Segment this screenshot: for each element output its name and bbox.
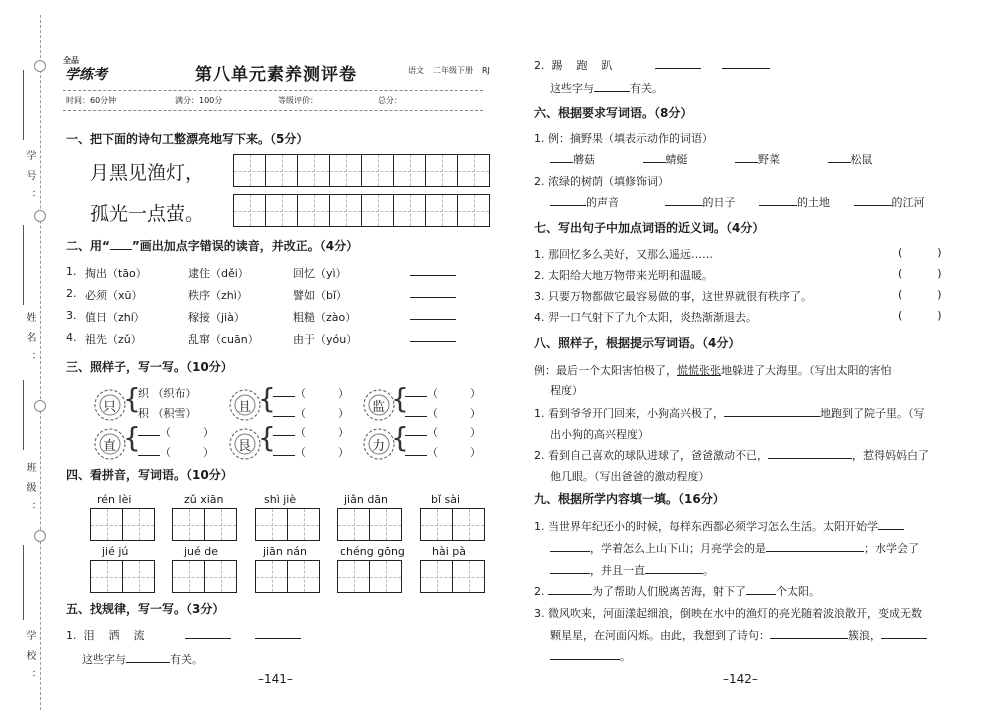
name-line bbox=[23, 225, 24, 305]
pattern-q2-line2: 这些字与 有关。 bbox=[550, 82, 663, 95]
fill-q3-line3: 。 bbox=[550, 648, 631, 664]
header-rule bbox=[63, 90, 483, 91]
correction-blank[interactable] bbox=[410, 287, 456, 298]
char-blank[interactable]: （ ） bbox=[138, 424, 214, 440]
pinyin-grid[interactable] bbox=[172, 560, 237, 593]
class-line bbox=[23, 380, 24, 450]
fill-q2: 2. 为了帮助人们脱离苦海，射下了 个太阳。 bbox=[534, 585, 820, 598]
correction-blank[interactable] bbox=[410, 331, 456, 342]
flower-icon: 艮 bbox=[228, 427, 262, 461]
writing-grid-1[interactable] bbox=[233, 154, 490, 187]
synonym-item: 4. 羿一口气射下了九个太阳，炎热渐渐退去。 bbox=[534, 311, 757, 324]
words-q1: 1. 例：摘野果（填表示动作的词语） bbox=[534, 132, 713, 145]
answer-paren[interactable]: ( ) bbox=[898, 288, 942, 301]
pinyin-label: jié jú bbox=[102, 545, 129, 558]
class-label: 班级： bbox=[24, 462, 35, 522]
tip-q2-cont: 他几眼。（写出爸爸的激动程度） bbox=[550, 470, 710, 483]
char-blank[interactable]: （ ） bbox=[273, 424, 349, 440]
synonym-item: 3. 只要万物都做它最容易做的事，这世界就很有秩序了。 bbox=[534, 290, 812, 303]
fill-q3-line2: 颗星星，在河面闪烁。由此，我想到了诗句： 簇浪， bbox=[550, 627, 927, 643]
tip-q2: 2. 看到自己喜欢的球队进球了，爸爸激动不已， ，惹得妈妈白了 bbox=[534, 449, 929, 462]
pinyin-label: jiān nán bbox=[263, 545, 308, 558]
section-3-title: 三、照样子，写一写。（10分） bbox=[66, 360, 233, 374]
flower-icon: 力 bbox=[362, 427, 396, 461]
tip-q1-cont: 出小狗的高兴程度） bbox=[550, 428, 649, 441]
poem-line-2: 孤光一点萤。 bbox=[90, 203, 205, 225]
binding-margin bbox=[0, 0, 55, 722]
pinyin-grid[interactable] bbox=[90, 508, 155, 541]
subject-info: 语文 二年级下册 RJ bbox=[408, 66, 490, 75]
pinyin-grid[interactable] bbox=[420, 560, 485, 593]
writing-grid-2[interactable] bbox=[233, 194, 490, 227]
section-2-title: 二、用“ ”画出加点字错误的读音，并改正。（4分） bbox=[66, 239, 359, 253]
pron-row-1: 1. 掏出（tāo） 逮住（děi） 回忆（yì） bbox=[66, 265, 347, 280]
time-info: 时间：60分钟 bbox=[66, 96, 117, 105]
publisher-logo: 全品 学练考 bbox=[63, 56, 107, 83]
id-line bbox=[23, 70, 24, 140]
example-sentence-cont: 程度） bbox=[550, 384, 583, 397]
pinyin-label: shì jiè bbox=[264, 493, 297, 506]
name-label: 姓名： bbox=[24, 312, 35, 372]
pinyin-grid[interactable] bbox=[172, 508, 237, 541]
char-blank[interactable]: （ ） bbox=[273, 444, 349, 460]
pinyin-grid[interactable] bbox=[420, 508, 485, 541]
section-8-title: 八、照样子，根据提示写词语。（4分） bbox=[534, 336, 741, 350]
answer-blank[interactable] bbox=[655, 58, 701, 69]
score-info: 满分：100分 bbox=[175, 96, 223, 105]
pinyin-label: rén lèi bbox=[97, 493, 132, 506]
header-rule bbox=[63, 110, 483, 111]
pinyin-grid[interactable] bbox=[90, 560, 155, 593]
total-info: 总分： bbox=[378, 96, 402, 105]
words-q2-blanks: 的声音 的日子 的土地 的江河 bbox=[550, 194, 925, 210]
char-blank[interactable]: （ ） bbox=[405, 385, 481, 401]
pattern-q2: 2. 踢 跑 趴 bbox=[534, 59, 613, 72]
correction-blank[interactable] bbox=[410, 265, 456, 276]
flower-icon: 且 bbox=[228, 388, 262, 422]
pinyin-label: jué de bbox=[184, 545, 219, 558]
example-word-1: 织 （织布） bbox=[138, 387, 197, 400]
school-line bbox=[23, 545, 24, 620]
level-info: 等级评价： bbox=[278, 96, 318, 105]
fill-q1-line3: ，并且一直 。 bbox=[550, 562, 714, 578]
section-7-title: 七、写出句子中加点词语的近义词。（4分） bbox=[534, 221, 765, 235]
section-6-title: 六、根据要求写词语。（8分） bbox=[534, 106, 693, 120]
words-q2: 2. 浓绿的树荫（填修饰词） bbox=[534, 175, 669, 188]
synonym-item: 2. 太阳给大地万物带来光明和温暖。 bbox=[534, 269, 713, 282]
punch-hole bbox=[34, 530, 46, 542]
tip-q1: 1. 看到爷爷开门回来，小狗高兴极了， 地跑到了院子里。（写 bbox=[534, 407, 925, 420]
poem-line-1: 月黑见渔灯， bbox=[90, 162, 205, 184]
char-blank[interactable]: （ ） bbox=[273, 405, 349, 421]
pattern-q1: 1. 泪 洒 流 bbox=[66, 629, 145, 642]
pinyin-label: hài pà bbox=[432, 545, 466, 558]
example-sentence: 例：最后一个太阳害怕极了，慌慌张张地躲进了大海里。（写出太阳的害怕 bbox=[534, 364, 892, 377]
flower-icon: 监 bbox=[362, 388, 396, 422]
page-title: 第八单元素养测评卷 bbox=[195, 65, 357, 85]
page-number-left: –141– bbox=[258, 672, 293, 686]
section-1-title: 一、把下面的诗句工整漂亮地写下来。（5分） bbox=[66, 132, 309, 146]
pinyin-label: zǔ xiān bbox=[184, 493, 224, 506]
words-q1-blanks: 蘑菇 蜻蜓 野菜 松鼠 bbox=[550, 151, 873, 167]
pinyin-label: jiǎn dān bbox=[344, 493, 389, 506]
punch-hole bbox=[34, 60, 46, 72]
flower-icon: 只 bbox=[93, 388, 127, 422]
answer-blank[interactable] bbox=[255, 628, 301, 639]
correction-blank[interactable] bbox=[410, 309, 456, 320]
pron-row-4: 4. 祖先（zǔ） 乱窜（cuān） 由于（yóu） bbox=[66, 331, 358, 346]
char-blank[interactable]: （ ） bbox=[273, 385, 349, 401]
id-label: 学号： bbox=[24, 150, 35, 210]
flower-icon: 直 bbox=[93, 427, 127, 461]
char-blank[interactable]: （ ） bbox=[405, 444, 481, 460]
section-9-title: 九、根据所学内容填一填。（16分） bbox=[534, 492, 725, 506]
pattern-q1-line2: 这些字与 有关。 bbox=[82, 653, 203, 666]
char-blank[interactable]: （ ） bbox=[138, 444, 214, 460]
answer-paren[interactable]: ( ) bbox=[898, 267, 942, 280]
char-blank[interactable]: （ ） bbox=[405, 405, 481, 421]
school-label: 学校： bbox=[24, 630, 35, 690]
pinyin-grid[interactable] bbox=[255, 560, 320, 593]
dashed-cut-line bbox=[40, 15, 41, 710]
answer-blank[interactable] bbox=[185, 628, 231, 639]
char-blank[interactable]: （ ） bbox=[405, 424, 481, 440]
section-4-title: 四、看拼音，写词语。（10分） bbox=[66, 468, 233, 482]
pinyin-grid[interactable] bbox=[337, 560, 402, 593]
punch-hole bbox=[34, 210, 46, 222]
answer-paren[interactable]: ( ) bbox=[898, 309, 942, 322]
pinyin-label: chéng gōng bbox=[340, 545, 405, 558]
pron-row-3: 3. 值日（zhí） 稼接（jià） 粗糙（zào） bbox=[66, 309, 357, 324]
punch-hole bbox=[34, 400, 46, 412]
synonym-item: 1. 那回忆多么美好，又那么遥远…… bbox=[534, 248, 713, 261]
pinyin-grid[interactable] bbox=[255, 508, 320, 541]
pron-row-2: 2. 必须（xū） 秩序（zhì） 譬如（bǐ） bbox=[66, 287, 348, 302]
fill-q1-line2: ，学着怎么上山下山；月亮学会的是 ；水学会了 bbox=[550, 540, 919, 556]
answer-blank[interactable] bbox=[722, 58, 770, 69]
page-number-right: –142– bbox=[723, 672, 758, 686]
fill-q1: 1. 当世界年纪还小的时候，每样东西都必须学习怎么生活。太阳开始学 bbox=[534, 518, 904, 534]
example-word-2: 积 （积雪） bbox=[138, 407, 197, 420]
answer-paren[interactable]: ( ) bbox=[898, 246, 942, 259]
fill-q3: 3. 微风吹来，河面漾起细浪，倒映在水中的渔灯的亮光随着波浪散开，变成无数 bbox=[534, 607, 922, 620]
pinyin-label: bǐ sài bbox=[431, 493, 461, 506]
section-5-title: 五、找规律，写一写。（3分） bbox=[66, 602, 225, 616]
pinyin-grid[interactable] bbox=[337, 508, 402, 541]
